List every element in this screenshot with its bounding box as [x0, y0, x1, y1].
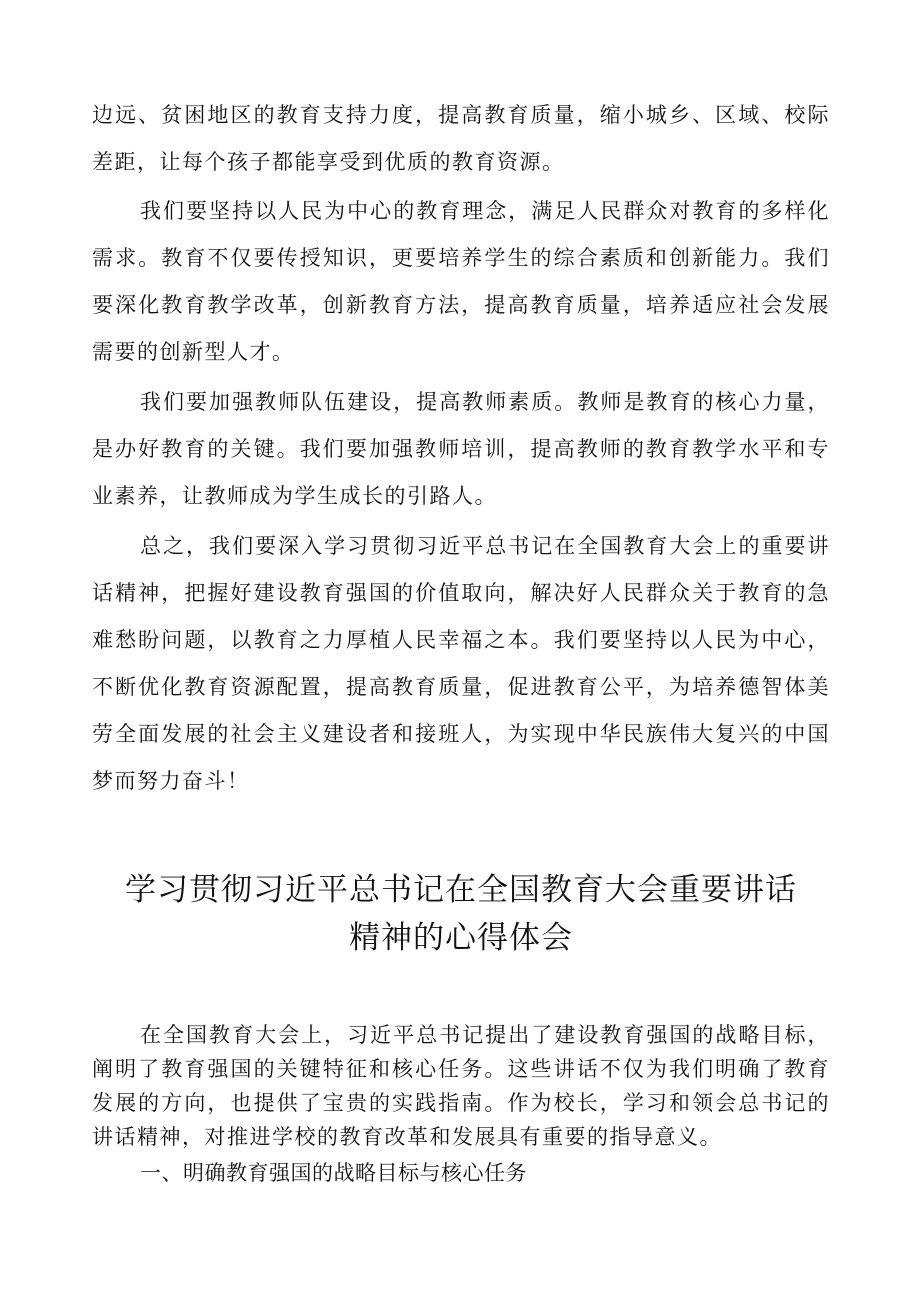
body-paragraph-teachers: 我们要加强教师队伍建设，提高教师素质。教师是教育的核心力量，是办好教育的关键。我们要加强教师培训，提高教师的教育教学水平和专业素养，让教师成为学生成长的引路人。	[92, 390, 830, 508]
section-heading: 一、明确教育强国的战略目标与核心任务	[140, 1161, 527, 1185]
body-paragraph-conclusion: 总之，我们要深入学习贯彻习近平总书记在全国教育大会上的重要讲话精神，把握好建设教育强国的价值取向，解决好人民群众关于教育的急难愁盼问题，以教育之力厚植人民幸福之本。我们要坚持以人民为中心，不断优化教育资源配置，提高教育质量，促进教育公平，为培养德智体美劳全面发展的社会主义建设者和接班人，为实现中华民族伟大复兴的中国梦而努力奋斗！	[92, 534, 830, 793]
intro-paragraph: 在全国教育大会上，习近平总书记提出了建设教育强国的战略目标，阐明了教育强国的关键特征和核心任务。这些讲话不仅为我们明确了教育发展的方向，也提供了宝贵的实践指南。作为校长，学习和领会总书记的讲话精神，对推进学校的教育改革和发展具有重要的指导意义。	[92, 1023, 830, 1149]
article-title	[92, 866, 830, 962]
body-paragraph-people-centered: 我们要坚持以人民为中心的教育理念，满足人民群众对教育的多样化需求。教育不仅要传授知识，更要培养学生的综合素质和创新能力。我们要深化教育教学改革，创新教育方法，提高教育质量，培养适应社会发展需要的创新型人才。	[92, 199, 830, 364]
article-title-line-1: 学习贯彻习近平总书记在全国教育大会重要讲话	[125, 872, 797, 908]
continuation-paragraph: 边远、贫困地区的教育支持力度，提高教育质量，缩小城乡、区域、校际差距，让每个孩子都能享受到优质的教育资源。	[92, 103, 830, 174]
article-title-line-2: 精神的心得体会	[349, 920, 573, 956]
